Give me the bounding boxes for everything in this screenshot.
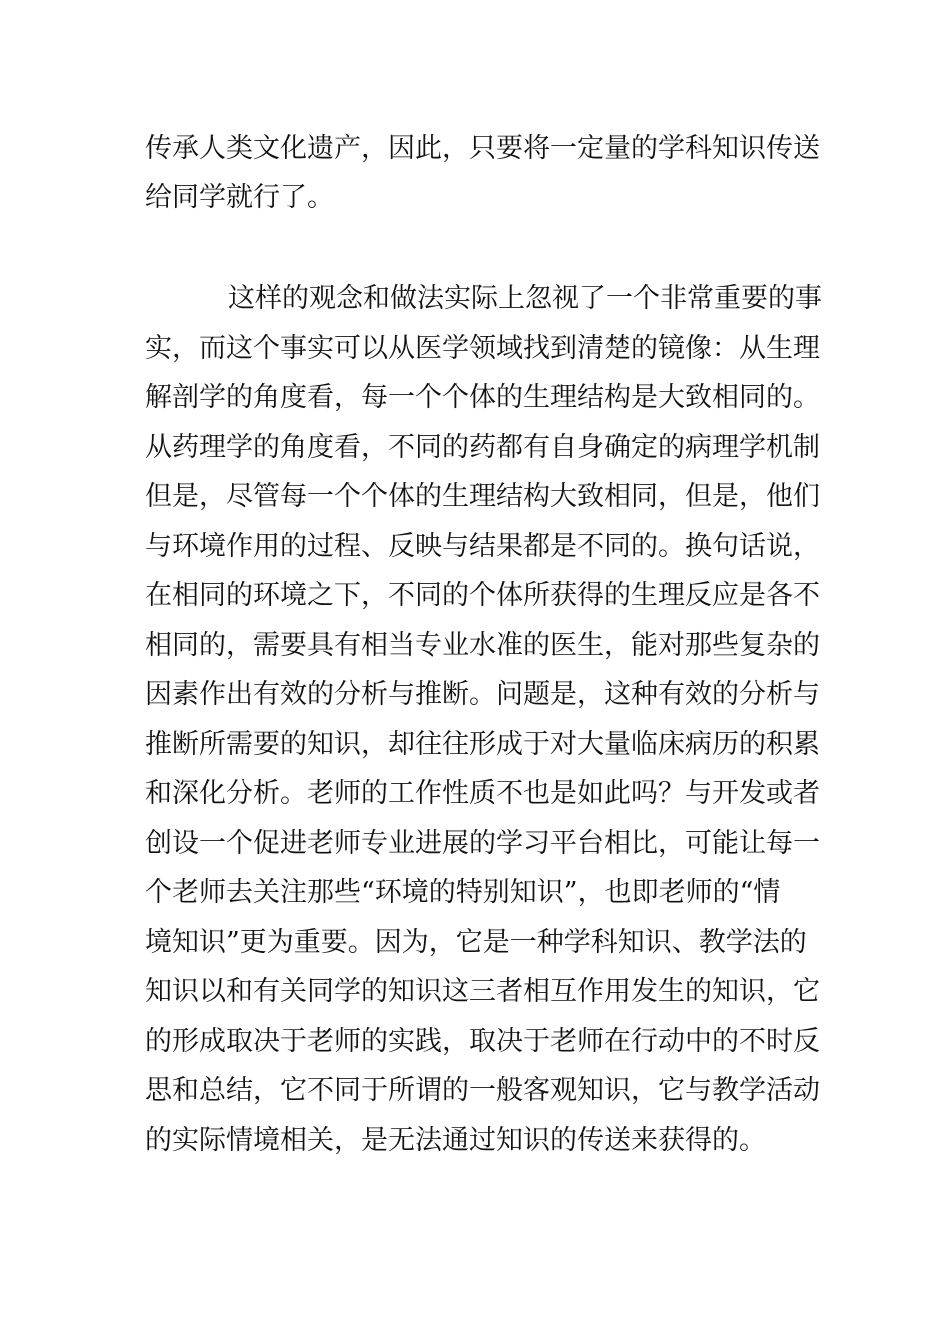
paragraph-2-line-1: 这样的观念和做法实际上忽视了一个非常重要的事 bbox=[228, 283, 822, 314]
paragraph-2-line-17: 思和总结，它不同于所谓的一般客观知识，它与教学活动 bbox=[145, 1075, 820, 1106]
paragraph-2-line-15: 知识以和有关同学的知识这三者相互作用发生的知识，它 bbox=[145, 976, 820, 1007]
paragraph-2-line-9: 因素作出有效的分析与推断。问题是，这种有效的分析与 bbox=[145, 679, 820, 710]
paragraph-2-line-11: 和深化分析。老师的工作性质不也是如此吗？与开发或者 bbox=[145, 778, 820, 809]
paragraph-2-line-8: 相同的，需要具有相当专业水准的医生，能对那些复杂的 bbox=[145, 630, 820, 661]
paragraph-2-line-7: 在相同的环境之下，不同的个体所获得的生理反应是各不 bbox=[145, 580, 820, 611]
paragraph-2-line-3: 解剖学的角度看，每一个个体的生理结构是大致相同的。 bbox=[145, 382, 820, 413]
paragraph-2-line-2: 实，而这个事实可以从医学领域找到清楚的镜像：从生理 bbox=[145, 333, 820, 364]
paragraph-2-line-13: 个老师去关注那些“环境的特别知识”，也即老师的“情 bbox=[145, 877, 781, 908]
paragraph-2-line-6: 与环境作用的过程、反映与结果都是不同的。换句话说， bbox=[145, 531, 820, 562]
paragraph-2-line-10: 推断所需要的知识，却往往形成于对大量临床病历的积累 bbox=[145, 729, 820, 760]
paragraph-2-line-4: 从药理学的角度看，不同的药都有自身确定的病理学机制 bbox=[145, 432, 820, 463]
paragraph-2-line-16: 的形成取决于老师的实践，取决于老师在行动中的不时反 bbox=[145, 1026, 820, 1057]
paragraph-2-line-14: 境知识”更为重要。因为，它是一种学科知识、教学法的 bbox=[145, 927, 807, 958]
paragraph-2-line-12: 创设一个促进老师专业进展的学习平台相比，可能让每一 bbox=[145, 828, 820, 859]
paragraph-2-line-18: 的实际情境相关，是无法通过知识的传送来获得的。 bbox=[145, 1125, 766, 1156]
paragraph-1-line-2: 给同学就行了。 bbox=[145, 182, 334, 213]
paragraph-2-line-5: 但是，尽管每一个个体的生理结构大致相同，但是，他们 bbox=[145, 481, 820, 512]
paragraph-1-line-1: 传承人类文化遗产，因此，只要将一定量的学科知识传送 bbox=[145, 133, 820, 164]
